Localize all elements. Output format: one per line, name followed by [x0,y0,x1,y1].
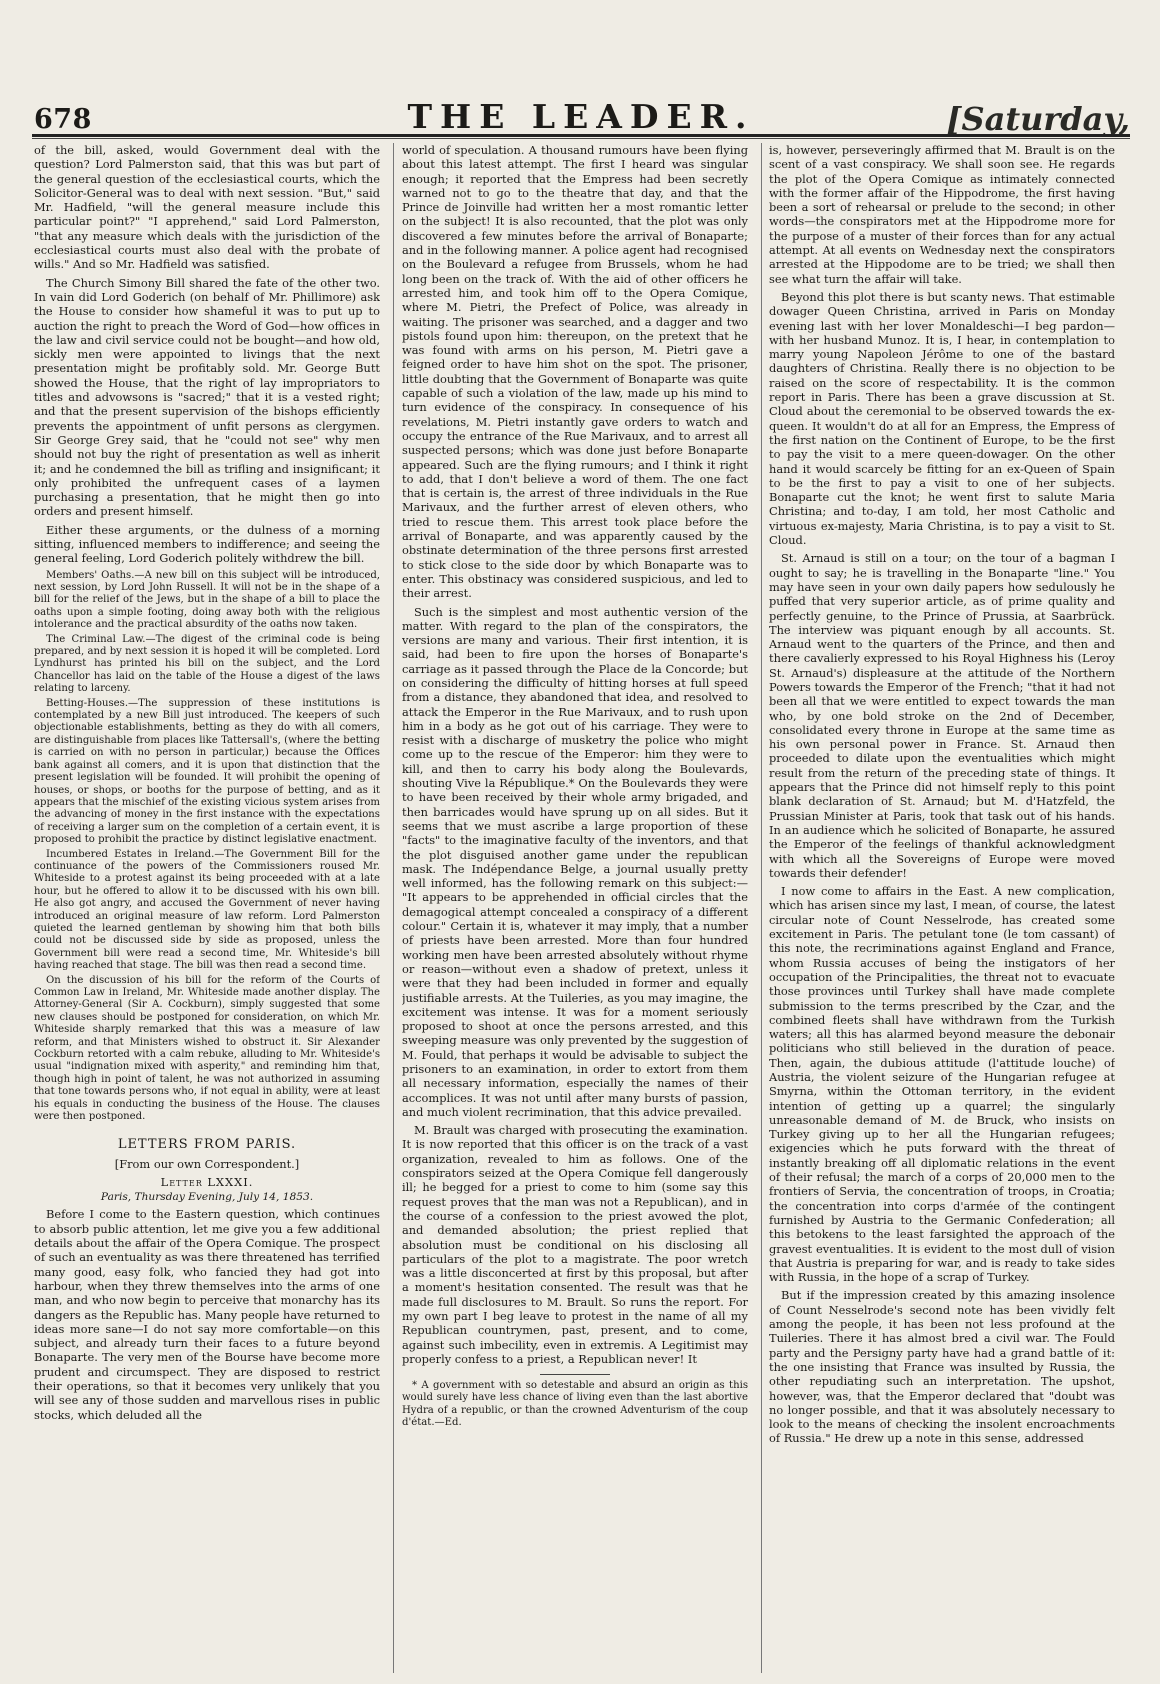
paragraph-incumbered-estates: Incumbered Estates in Ireland.—The Government Bill for the continuance of the powers of the Commissioners roused Mr. Whiteside to a protest against its being proceeded with at a late hour, but he offered to allow it to be discussed with his own bill. He also got angry, and accused the Government of never having introduced an original measure of law reform. Lord Palmerston quieted the learned gentleman by showing him that both bills could not be discussed side by side as proposed, unless the Government bill were read a second time, Mr. Whiteside's bill having reached that stage. The bill was then read a second time. [34,848,380,972]
paragraph: Before I come to the Eastern question, which continues to absorb public attention, let me give you a few additional details about the affair of the Opera Comique. The prospect of such an eventuality as was there threatened has terrified many good, easy folk, who fancied they had got into harbour, when they threw themselves into the arms of one man, and who now begin to perceive that monarchy has its dangers as the Republic has. Many people have returned to ideas more sane—I do not say more comfortable—on this subject, and already turn their faces to a future beyond Bonaparte. The very men of the Bourse have become more prudent and circumspect. They are disposed to restrict their operations, so that it becomes very unlikely that you will see any of those sudden and marvellous rises in public stocks, which deluded all the [34,1207,380,1422]
header-rule-thin [32,138,1130,139]
dateline: Paris, Thursday Evening, July 14, 1853. [100,1191,314,1204]
paragraph-courts-common-law: On the discussion of his bill for the reform of the Courts of Common Law in Ireland, Mr. Whiteside made another display. The Attorney-General (Sir A. Cockburn), simply suggested that some new clauses should be postponed for consideration, on which Mr. Whiteside sharply remarked that this was a measure of law reform, and that Ministers wished to obstruct it. Sir Alexander Cockburn retorted with a calm rebuke, alluding to Mr. Whiteside's usual "indignation mixed with asperity," and reminding him that, though high in point of talent, he was not authorized in assuming that tone towards persons who, if not equal in ability, were at least his equals in conducting the business of the House. The clauses were then postponed. [34,974,380,1123]
paragraph: Such is the simplest and most authentic version of the matter. With regard to the plan of the conspirators, the versions are many and various. Their first intention, it is said, had been to fire upon the horses of Bonaparte's carriage as it passed through the Place de la Concorde; but on considering the difficulty of hitting horses at full speed from a distance, they abandoned that idea, and resolved to attack the Emperor in the Rue Marivaux, and to rush upon him in a body as he got out of his carriage. They were to resist with a discharge of musketry the police who might come up to the rescue of the Emperor: him they were to kill, and then to carry his body along the Boulevards, shouting Vive la République.* On the Boulevards they were to have been received by their whole army brigaded, and then barricades would have sprung up on all sides. But it seems that we must ascribe a large proportion of these "facts" to the imaginative faculty of the inventors, and that the plot disguised another game under the republican mask. The Indépendance Belge, a journal usually pretty well informed, has the following remark on this subject:— "It appears to be apprehended in official circles that the demagogical attempt concealed a conspiracy of a different colour." Certain it is, whatever it may imply, that a number of priests have been arrested. More than four hundred working men have been arrested absolutely without rhyme or reason—without even a shadow of pretext, unless it were that they had been included in former and equally justifiable arrests. At the Tuileries, as you may imagine, the excitement was intense. It was for a moment seriously proposed to shoot at once the persons arrested, and this sweeping measure was only prevented by the suggestion of M. Fould, that perhaps it would be advisable to subject the prisoners to an examination, in order to extort from them all necessary information, especially the names of their accomplices. It was not until after many bursts of passion, and much violent recrimination, that this advice prevailed. [402,604,748,1119]
page-header [32,92,1130,138]
header-day: [Saturday, [946,100,1130,138]
header-rule [32,134,1130,137]
paragraph-betting-houses: Betting-Houses.—The suppression of these institutions is contemplated by a new Bill just introduced. The keepers of such objectionable establishments, betting as they do with all comers, are distinguishable from places like Tattersall's, (where the betting is carried on with no person in particular,) because the Offices bank against all comers, and it is upon that distinction that the present legislation will be founded. It will prohibit the opening of houses, or shops, or booths for the purpose of betting, and as it appears that the mischief of the existing vicious system arises from the advancing of money in the first instance with the expectations of receiving a larger sum on the completion of a certain event, it is proposed to prohibit the practice by distinct legislative enactment. [34,697,380,846]
column-divider-1 [393,143,394,1673]
footnote-rule [540,1374,610,1375]
masthead-title: THE LEADER. [407,97,755,136]
paragraph-criminal-law: The Criminal Law.—The digest of the criminal code is being prepared, and by next session it is hoped it will be completed. Lord Lyndhurst has printed his bill on the subject, and the Lord Chancellor has laid on the table of the House a digest of the laws relating to larceny. [34,633,380,695]
column-2 [402,143,748,1673]
paragraph: of the bill, asked, would Government deal with the question? Lord Palmerston said, that this was but part of the general question of the ecclesiastical courts, which the Solicitor-General was to deal with next session. "But," said Mr. Hadfield, "will the general measure include this particular point?" "I apprehend," said Lord Palmerston, "that any measure which deals with the jurisdiction of the ecclesiastical courts must also deal with the probate of wills." And so Mr. Hadfield was satisfied. [34,143,380,272]
footnote: * A government with so detestable and absurd an origin as this would surely have less chance of living even than the last abortive Hydra of a republic, or than the crowned Adventurism of the coup d'état.—Ed. [402,1380,748,1428]
paragraph: The Church Simony Bill shared the fate of the other two. In vain did Lord Goderich (on behalf of Mr. Phillimore) ask the House to consider how shameful it was to put up to auction the right to preach the Word of God—how offices in the law and civil service could not be bought—and how old, sickly men were appointed to livings that the next presentation might be profitably sold. Mr. George Butt showed the House, that the right of lay impropriators to titles and advowsons is "sacred;" that it is a vested right; and that the present supervision of the bishops efficiently prevents the appointment of unfit persons as clergymen. Sir George Grey said, that he "could not see" why men should not buy the right of presentation as well as inherit it; and he condemned the bill as trifling and insignificant; it only prohibited the unfrequent cases of a laymen purchasing a presentation, that he might then go into orders and present himself. [34,275,380,519]
section-title: LETTERS FROM PARIS. [117,1137,297,1153]
paragraph: St. Arnaud is still on a tour; on the tour of a bagman I ought to say; he is travelling in the Bonaparte "line." You may have seen in your own daily papers how sedulously he puffed that very superior article, as of prime quality and perfectly genuine, to the Prince of Prussia, at Saarbrück. The interview was piquant enough by all accounts. St. Arnaud went to the quarters of the Prince, and then and there cavalierly expressed to his Royal Highness his (Leroy St. Arnaud's) displeasure at the attitude of the Northern Powers towards the Emperor of the French; "that it had not been all that we were entitled to expect towards the man who, by one bold stroke on the 2nd of December, consolidated every throne in Europe at the same time as his own personal power in France. St. Arnaud then proceeded to dilate upon the eventualities which might result from the return of the preceding state of things. It appears that the Prince did not himself reply to this point blank declaration of St. Arnaud; but M. d'Hatzfeld, the Prussian Minister at Paris, took that task out of his hands. In an audience which he solicited of Bonaparte, he assured the Emperor of the feelings of thankful acknowledgment with which all the Sovereigns of Europe were moved towards their defender! [769,551,1115,880]
letter-number: Letter LXXXI. [160,1175,254,1190]
column-divider-2 [761,143,762,1673]
page-number: 678 [34,104,92,135]
section-subtitle: [From our own Correspondent.] [114,1157,300,1172]
paragraph-members-oaths: Members' Oaths.—A new bill on this subject will be introduced, next session, by Lord John Russell. It will not be in the shape of a bill for the relief of the Jews, but in the shape of a bill to place the oaths upon a simple footing, doing away both with the religious intolerance and the practical absurdity of the oaths now taken. [34,569,380,631]
column-1 [34,143,380,1673]
paragraph: I now come to affairs in the East. A new complication, which has arisen since my last, I mean, of course, the latest circular note of Count Nesselrode, has created some excitement in Paris. The petulant tone (le tom cassant) of this note, the recriminations against England and France, whom Russia accuses of being the instigators of her occupation of the Principalities, the threat not to evacuate those provinces until Turkey shall have made complete submission to the terms prescribed by the Czar, and the combined fleets shall have withdrawn from the Turkish waters; all this has alarmed beyond measure the debonair politicians who still believed in the duration of peace. Then, again, the dubious attitude (l'attitude louche) of Austria, the violent seizure of the Hungarian refugee at Smyrna, within the Ottoman territory, in the evident intention of getting up a quarrel; the singularly unreasonable demand of M. de Bruck, who insists on Turkey giving up to her all the Hungarian refugees; exigencies which he puts forward with the threat of instantly breaking off all diplomatic relations in the event of their refusal; the march of a corps of 20,000 men to the frontiers of Servia, the concentration of troops, in Croatia; the concentration into corps d'armée of the contingent furnished by Austria to the Germanic Confederation; all this betokens to the least farsighted the approach of the gravest eventualities. It is evident to the most dull of vision that Austria is preparing for war, and is ready to take sides with Russia, in the hope of a scrap of Turkey. [769,884,1115,1285]
paragraph: M. Brault was charged with prosecuting the examination. It is now reported that this officer is on the track of a vast organization, revealed to him as follows. One of the conspirators seized at the Opera Comique fell dangerously ill; he begged for a priest to come to him (some say this request proves that the man was not a Republican), and in the course of a confession to the priest avowed the plot, and demanded absolution; the priest replied that absolution must be conditional on his disclosing all particulars of the plot to a magistrate. The poor wretch was a little disconcerted at first by this proposal, but after a moment's hesitation consented. The result was that he made full disclosures to M. Brault. So runs the report. For my own part I beg leave to protest in the name of all my Republican countrymen, past, present, and to come, against such imbecility, even in extremis. A Legitimist may properly confess to a priest, a Republican never! It [402,1123,748,1366]
paragraph: world of speculation. A thousand rumours have been flying about this latest attempt. The first I heard was singular enough; it reported that the Empress had been secretly warned not to go to the theatre that day, and that the Prince de Joinville had written her a most romantic letter on the subject! It is also recounted, that the plot was only discovered a few minutes before the arrival of Bonaparte; and in the following manner. A police agent had recognised on the Boulevard a refugee from Brussels, whom he had long been on the track of. With the aid of other officers he arrested him, and took him off to the Opera Comique, where M. Pietri, the Prefect of Police, was already in waiting. The prisoner was searched, and a dagger and two pistols found upon him: thereupon, on the pretext that he was found with arms on his person, M. Pietri gave a feigned order to have him shot on the spot. The prisoner, little doubting that the Government of Bonaparte was quite capable of such a violation of the law, made up his mind to turn evidence of the conspiracy. In consequence of his revelations, M. Pietri instantly gave orders to watch and occupy the entrance of the Rue Marivaux, and to arrest all suspected persons; which was done just before Bonaparte appeared. Such are the flying rumours; and I think it right to add, that I don't believe a word of them. The one fact that is certain is, the arrest of three individuals in the Rue Marivaux, and the further arrest of eleven others, who tried to rescue them. This arrest took place before the arrival of Bonaparte, and was apparently caused by the obstinate determination of the three persons first arrested to stick close to the side door by which Bonaparte was to enter. This obstinacy was considered suspicious, and led to their arrest. [402,143,748,601]
column-3 [769,143,1115,1673]
paragraph: Either these arguments, or the dulness of a morning sitting, influenced members to indifference; and seeing the general feeling, Lord Goderich politely withdrew the bill. [34,522,380,566]
paragraph: Beyond this plot there is but scanty news. That estimable dowager Queen Christina, arrived in Paris on Monday evening last with her lover Monaldeschi—I beg pardon—with her husband Munoz. It is, I hear, in contemplation to marry young Napoleon Jérôme to one of the bastard daughters of Christina. Really there is no objection to be raised on the score of respectability. It is the common report in Paris. There has been a grave discussion at St. Cloud about the ceremonial to be observed towards the ex-queen. It wouldn't do at all for an Empress, the Empress of the first nation on the Continent of Europe, to be the first to pay the visit to a mere queen-dowager. On the other hand it would scarcely be fitting for an ex-Queen of Spain to be the first to pay a visit to one of her subjects. Bonaparte cut the knot; he went first to salute Maria Christina; and to-day, I am told, her most Catholic and virtuous ex-majesty, Maria Christina, is to pay a visit to St. Cloud. [769,289,1115,548]
paragraph: But if the impression created by this amazing insolence of Count Nesselrode's second note has been vividly felt among the people, it has been not less profound at the Tuileries. There it has almost bred a civil war. The Fould party and the Persigny party have had a grand battle of it: the one insisting that France was insulted by Russia, the other repudiating such an interpretation. The upshot, however, was, that the Emperor declared that "doubt was no longer possible, and that it was absolutely necessary to look to the means of checking the insolent encroachments of Russia." He drew up a note in this sense, addressed [769,1288,1115,1446]
paragraph: is, however, perseveringly affirmed that M. Brault is on the scent of a vast conspiracy. We shall soon see. He regards the plot of the Opera Comique as intimately connected with the former affair of the Hippodrome, the first having been a sort of rehearsal or prelude to the second; in other words—the conspirators met at the Hippodrome more for the purpose of a muster of their forces than for any actual attempt. At all events on Wednesday next the conspirators arrested at the Hippodome are to be tried; we shall then see what turn the affair will take. [769,143,1115,286]
